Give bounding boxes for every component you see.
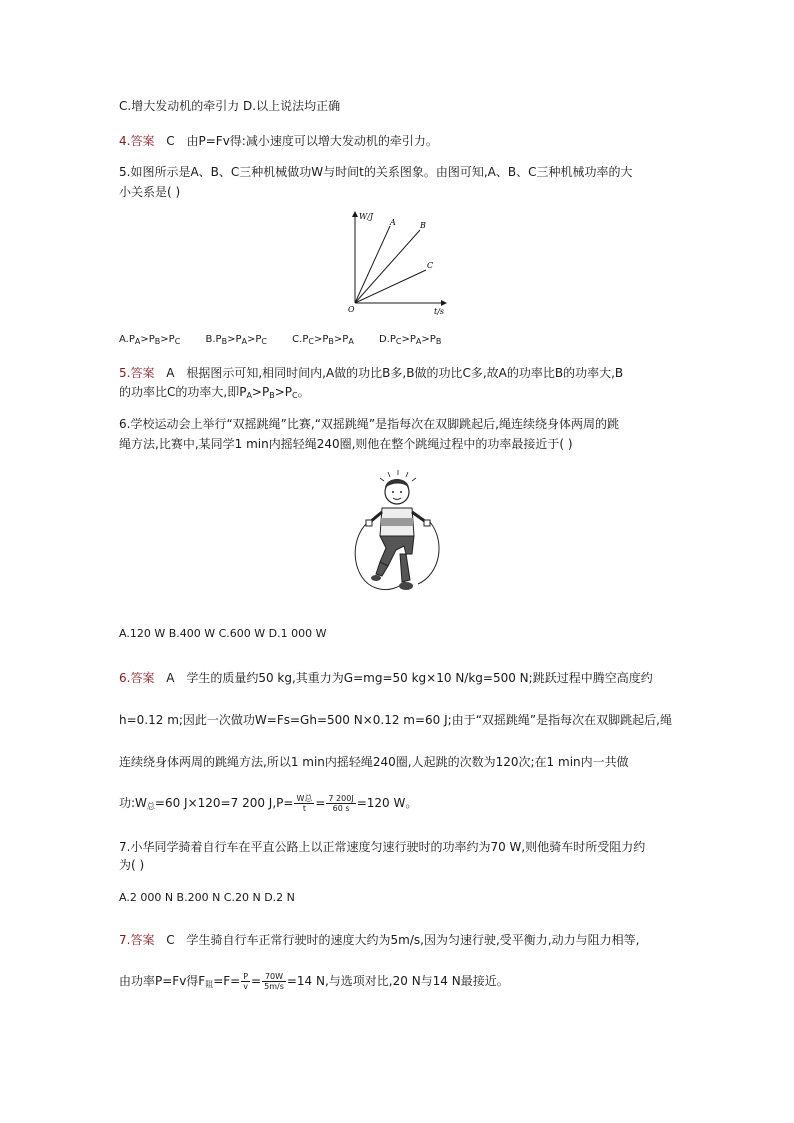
option-d: $D.P_C>P_A>P_B$	[378, 334, 442, 346]
x-axis-label: t/s	[434, 307, 445, 316]
origin-label: O	[348, 305, 355, 314]
fraction-p-over-v: $\frac{P}{v}$	[243, 972, 249, 991]
answer-label: 答案	[130, 366, 155, 380]
line-c	[355, 270, 426, 303]
fraction-w-over-t: $\frac{\text{W总}}{t}$	[296, 794, 313, 813]
q5-stem-line2: 小关系是( )	[119, 185, 181, 199]
answer-explanation: 学生的质量约50 kg,其重力为G=mg=50 kg×10 N/kg=500 N;跳跃过程中腾空高度约	[186, 671, 653, 685]
fraction-70w-over-5ms: $\frac{70W}{5m/s}$	[264, 972, 284, 991]
q6-stem-line2: 绳方法,比赛中,某同学1 min内摇轻绳240圈,则他在整个跳绳过程中的功率最接近于( )	[119, 437, 573, 451]
q4-options-cd: C.增大发动机的牵引力 D.以上说法均正确	[119, 99, 341, 113]
line-c-label: C	[427, 261, 434, 270]
q5-answer-line2: 的功率比C的功率大,即$P_A>P_B>P_C$。	[119, 385, 310, 400]
q7-stem-line1: 7.小华同学骑着自行车在平直公路上以正常速度匀速行驶时的功率约为70 W,则他骑车时所受阻力约	[119, 840, 646, 854]
work-time-graph	[340, 208, 450, 320]
fraction-7200j-over-60s: $\frac{7 200J}{60 s}$	[328, 794, 354, 813]
q5-options	[119, 332, 441, 350]
answer-choice: C	[166, 134, 175, 148]
answer-choice: A	[166, 671, 175, 685]
answer-label: 答案	[130, 933, 155, 947]
answer-explanation: 由P=Fv得:减小速度可以增大发动机的牵引力。	[186, 134, 438, 148]
q6-options: A.120 W B.400 W C.600 W D.1 000 W	[119, 627, 327, 640]
option-a: $A.P_A>P_B>P_C$	[119, 334, 181, 346]
q7-answer-line1	[119, 932, 639, 948]
q4-answer	[119, 133, 438, 149]
q6-stem-line1: 6.学校运动会上举行“双摇跳绳”比赛,“双摇跳绳”是指每次在双脚跳起后,绳连续绕身体两周的跳	[119, 417, 619, 431]
answer-choice: C	[166, 933, 175, 947]
answer-number: 7.	[119, 933, 131, 947]
answer-choice: A	[166, 366, 175, 380]
q6-answer-line2: h=0.12 m;因此一次做功W=Fs=Gh=500 N×0.12 m=60 J;由于“双摇跳绳”是指每次在双脚跳起后,绳	[119, 713, 672, 727]
option-b: $B.P_B>P_A>P_C$	[205, 334, 267, 346]
line-b	[355, 230, 420, 303]
answer-explanation: 学生骑自行车正常行驶时的速度大约为5m/s,因为匀速行驶,受平衡力,动力与阻力相等,	[186, 933, 640, 947]
line-a-label: A	[390, 218, 396, 227]
answer-number: 4.	[119, 134, 131, 148]
q7-stem-line2: 为( )	[119, 858, 145, 872]
q6-answer-line4: 功$:W_总=60$ J×120=7 200 J,P= $\frac{\text{W总}}{t}$ = $\frac{7 200J}{60 s}$ =120 W。	[119, 794, 418, 813]
q5-stem-line1: 5.如图所示是A、B、C三种机械做功W与时间t的关系图象。由图可知,A、B、C三种机械功率的大	[119, 165, 633, 179]
q6-answer-line1	[119, 670, 653, 686]
answer-label: 答案	[130, 134, 155, 148]
answer-explanation: 根据图示可知,相同时间内,A做的功比B多,B做的功比C多,故A的功率比B的功率大,B	[186, 366, 624, 380]
answer-number: 5.	[119, 366, 131, 380]
y-axis-label: W/J	[359, 212, 374, 221]
answer-label: 答案	[130, 671, 155, 685]
q7-options: A.2 000 N B.200 N C.20 N D.2 N	[119, 891, 295, 904]
line-b-label: B	[420, 221, 426, 230]
line-a	[355, 226, 390, 303]
q7-answer-line2: 由功率P=Fv得$F_阻=F=$ $\frac{P}{v}$ = $\frac{70W}{5m/s}$ =14 N,与选项对比,20 N与14 N最接近。	[119, 972, 509, 991]
q6-answer-line3: 连续绕身体两周的跳绳方法,所以1 min内摇轻绳240圈,人起跳的次数为120次;在1 min内一共做	[119, 755, 629, 769]
jump-rope-boy-illustration	[348, 470, 448, 602]
q5-answer-line1	[119, 365, 623, 381]
option-c: $C.P_C>P_B>P_A$	[292, 334, 354, 346]
answer-number: 6.	[119, 671, 131, 685]
